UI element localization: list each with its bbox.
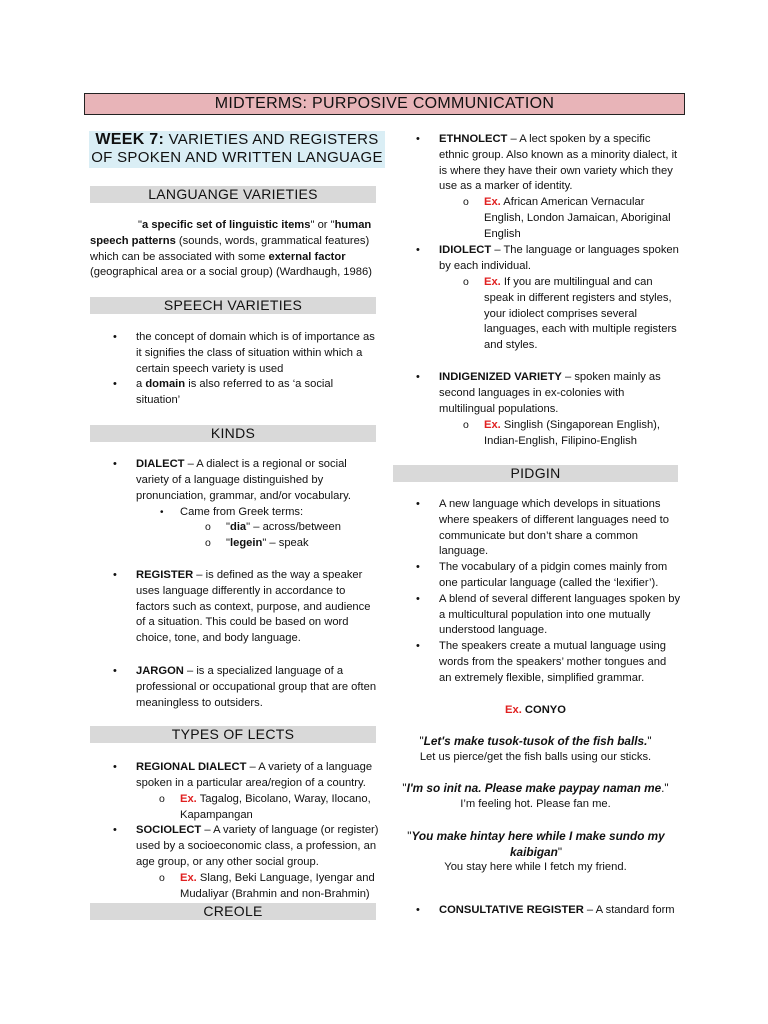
term-sociolect: SOCIOLECT [136,824,202,836]
section-header-speech-varieties: SPEECH VARIETIES [90,297,376,314]
greek-terms-list [226,520,380,552]
definition-bold-2: human speech patterns [90,219,372,247]
idiolect-list [439,243,681,275]
jargon-list [136,664,380,711]
indigenized-list [439,370,681,417]
def-idiolect: – The language or languages spoken by each individual. [439,244,679,272]
page-title: MIDTERMS: PURPOSIVE COMMUNICATION [84,93,685,115]
greek-list [180,505,380,521]
term-legein: legein [229,536,263,549]
term-idiolect: IDIOLECT [439,244,492,256]
pidgin-list [439,497,681,687]
term-register: REGISTER [136,569,194,581]
conyo-quote-2: "I'm so init na. Please make paypay naman me." [402,781,669,795]
def-legein: " – speak [262,536,309,549]
conyo-translation-3: You stay here while I fetch my friend. [444,861,627,873]
list-item-jargon [136,664,380,711]
quote-text: I'm so init na. Please make paypay naman me [406,781,662,795]
sociolect-list [136,823,380,870]
list-item-consultative [439,903,681,919]
sociolect-example [180,871,380,903]
def-dia: " – across/between [246,521,341,533]
week-heading [89,131,385,168]
definition-bold-3: external factor [268,250,346,263]
def-sociolect: – A variety of language (or register) used by a socioeconomic class, a profession, an age group, or any other social group. [136,824,379,868]
list-item-regional [136,760,380,792]
definition-text-3: (geographical area or a social group) (Wardhaugh, 1986) [90,266,372,279]
list-item-ethnolect [439,132,681,195]
definition-paragraph [90,218,380,281]
week-line-2: OF SPOKEN AND WRITTEN LANGUAGE [91,149,383,166]
conyo-label [393,703,678,719]
example-text: African American Vernacular English, London Jamaican, Aboriginal English [484,196,671,240]
definition-text-1: " or " [310,219,335,231]
consultative-list [439,903,681,919]
def-consultative: – A standard form [583,904,675,916]
register-list [136,568,380,647]
ex-label: Ex. [180,793,197,805]
def-jargon: – is a specialized language of a professional or occupational group that are often meaningless to outsiders. [136,665,377,709]
list-item-idiolect [439,243,681,275]
list-item-sociolect [136,823,380,870]
def-ethnolect: – A lect spoken by a specific ethnic group. Also known as a minority dialect, it is where they have their own variety which they use as a marker of identity. [439,133,678,193]
definition-text-2: (sounds, words, grammatical features) which can be associated with some [90,234,370,263]
term-ethnolect: ETHNOLECT [439,133,508,145]
conyo-quote-3: "You make hintay here while I make sundo my kaibigan" [407,829,665,859]
conyo-translation-1: Let us pierce/get the fish balls using our sticks. [419,751,652,763]
item-text: a [136,378,146,391]
item-text: is also referred to as ‘a social situation’ [136,378,334,407]
example-text: Tagalog, Bicolano, Waray, Ilocano, Kapampangan [180,793,371,821]
term-consultative: CONSULTATIVE REGISTER [439,904,584,916]
list-item [484,418,682,450]
section-header-kinds: KINDS [90,425,376,442]
ex-label: Ex. [505,704,522,716]
list-item-indigenized [439,370,681,417]
term-indigenized: INDIGENIZED VARIETY [439,371,562,383]
def-indigenized: – spoken mainly as second languages in ex-colonies with multilingual populations. [439,371,661,415]
list-item-dialect [136,457,380,504]
conyo-term: CONYO [521,704,566,716]
week-label: WEEK 7: [95,131,165,148]
conyo-quote-1: "Let's make tusok-tusok of the fish balls." [419,734,652,748]
example-text: Slang, Beki Language, Iyengar and Mudaliyar (Brahmin and non-Brahmin) [180,872,375,900]
list-item [484,275,682,354]
term-jargon: JARGON [136,665,184,677]
ex-label: Ex. [484,419,501,431]
def-dialect: – A dialect is a regional or social variety of a language distinguished by pronunciation, grammar, and/or vocabulary. [136,458,351,502]
section-header-language-varieties: LANGUANGE VARIETIES [90,186,376,203]
example-text: Singlish (Singaporean English), Indian-English, Filipino-English [484,419,661,447]
kinds-list [136,457,380,504]
section-header-types-of-lects: TYPES OF LECTS [90,726,376,743]
ethnolect-list [439,132,681,195]
quote-text: You make hintay here while I make sundo my kaibigan [411,829,665,859]
list-item: • the concept of domain which is of importance as it signifies the class of situation within which a certain speech variety is used [136,330,380,377]
list-item: • The vocabulary of a pidgin comes mainly from one particular language (called the ‘lexifier’). [439,560,681,592]
list-item: • Came from Greek terms: [180,505,380,521]
def-register: – is defined as the way a speaker uses language differently in accordance to factors such as context, purpose, and audience of a situation. This could be based on word choice, tone, and body language. [136,569,371,645]
list-item-legein: o "legein" – speak [226,536,380,552]
ethnolect-example [484,195,682,242]
section-header-pidgin: PIDGIN [393,465,678,482]
list-item-dia: o "dia" – across/between [226,520,380,536]
section-header-creole: CREOLE [90,903,376,920]
list-item-register [136,568,380,647]
term-regional: REGIONAL DIALECT [136,761,247,773]
item-bold: domain [145,378,186,391]
idiolect-example [484,275,682,354]
list-item [484,195,682,242]
ex-label: Ex. [484,276,501,288]
term-dialect: DIALECT [136,458,185,470]
regional-list [136,760,380,792]
list-item [136,377,380,409]
definition-bold-1: a specific set of linguistic items [141,219,311,231]
conyo-translation-2: I’m feeling hot. Please fan me. [460,798,611,810]
quote-mark: " [138,219,142,231]
regional-example [180,792,380,824]
def-regional: – A variety of a language spoken in a particular area/region of a country. [136,761,373,789]
list-item [180,871,380,903]
quote-text: Let's make tusok-tusok of the fish balls. [423,734,648,748]
list-item: • A new language which develops in situations where speakers of different languages need to communicate but don’t share a common language. [439,497,681,560]
week-line-1: VARIETIES AND REGISTERS [168,131,379,148]
speech-varieties-list [136,330,380,409]
list-item: • A blend of several different languages spoken by a multicultural population into one mutually understood language. [439,592,681,639]
indigenized-example [484,418,682,450]
ex-label: Ex. [180,872,197,884]
ex-label: Ex. [484,196,501,208]
list-item [180,792,380,824]
list-item: • The speakers create a mutual language using words from the speakers’ mother tongues and an extremely flexible, simplified grammar. [439,639,681,686]
term-dia: dia [229,521,247,533]
example-text: If you are multilingual and can speak in different registers and styles, your idiolect comprises several languages, each with multiple registers and styles. [484,276,677,352]
